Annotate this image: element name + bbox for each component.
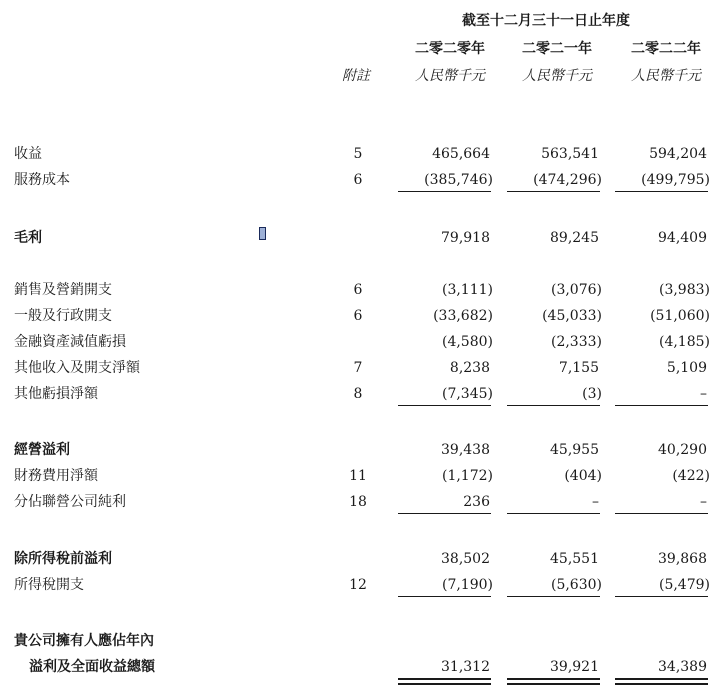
value-2021: 45,955	[550, 442, 599, 458]
value-2020: 79,918	[441, 230, 490, 246]
value-2021: (2,333)	[550, 334, 602, 350]
value-2022: (4,185)	[658, 334, 710, 350]
row-label: 銷售及營銷開支	[14, 282, 112, 298]
period-header: 截至十二月三十一日止年度	[462, 13, 630, 29]
total-double-rule	[615, 678, 708, 685]
value-2021: 39,921	[550, 659, 599, 675]
value-2021: –	[592, 494, 599, 510]
total-double-rule	[507, 678, 600, 685]
row-label: 除所得稅前溢利	[14, 551, 112, 567]
year-header-2022: 二零二二年	[631, 41, 701, 57]
value-2022: 34,389	[658, 659, 707, 675]
value-2022: –	[700, 386, 707, 402]
value-2022: (51,060)	[650, 308, 710, 324]
value-2022: (3,983)	[658, 282, 710, 298]
value-2020: (4,580)	[441, 334, 493, 350]
currency-header-2022: 人民幣千元	[631, 68, 701, 84]
row-label: 所得稅開支	[14, 577, 84, 593]
subtotal-rule	[398, 405, 491, 406]
value-2021: (3,076)	[550, 282, 602, 298]
currency-header-2020: 人民幣千元	[415, 68, 485, 84]
row-label: 毛利	[14, 230, 42, 246]
subtotal-rule	[398, 191, 491, 192]
value-2020: (3,111)	[441, 282, 493, 298]
value-2020: 8,238	[449, 360, 490, 376]
row-label: 收益	[14, 146, 42, 162]
value-2021: (3)	[582, 386, 602, 402]
value-2022: (422)	[672, 468, 710, 484]
row-note: 6	[353, 308, 363, 324]
value-2020: 39,438	[441, 442, 490, 458]
value-2022: 594,204	[649, 146, 707, 162]
value-2020: 465,664	[432, 146, 490, 162]
text-cursor-icon	[259, 227, 266, 240]
value-2021: 45,551	[550, 551, 599, 567]
row-note: 7	[353, 360, 363, 376]
row-label: 貴公司擁有人應佔年內	[14, 633, 154, 649]
row-label: 其他收入及開支淨額	[14, 360, 140, 376]
row-note: 6	[353, 282, 363, 298]
value-2020: (7,190)	[441, 577, 493, 593]
subtotal-rule	[615, 191, 708, 192]
value-2020: 38,502	[441, 551, 490, 567]
subtotal-rule	[615, 596, 708, 597]
subtotal-rule	[507, 596, 600, 597]
row-note: 12	[349, 577, 367, 593]
value-2022: –	[700, 494, 707, 510]
value-2022: (499,795)	[641, 172, 710, 188]
row-label: 經營溢利	[14, 442, 70, 458]
row-note: 6	[353, 172, 363, 188]
subtotal-rule	[615, 513, 708, 514]
value-2021: (474,296)	[533, 172, 602, 188]
row-note: 5	[353, 146, 363, 162]
currency-header-2021: 人民幣千元	[522, 68, 592, 84]
value-2021: 89,245	[550, 230, 599, 246]
year-header-2020: 二零二零年	[415, 41, 485, 57]
row-label: 一般及行政開支	[14, 308, 112, 324]
row-label: 財務費用淨額	[14, 468, 98, 484]
total-double-rule	[398, 678, 491, 685]
value-2020: (385,746)	[424, 172, 493, 188]
value-2021: (5,630)	[550, 577, 602, 593]
value-2021: 7,155	[558, 360, 599, 376]
subtotal-rule	[615, 405, 708, 406]
subtotal-rule	[507, 513, 600, 514]
subtotal-rule	[398, 596, 491, 597]
row-note: 18	[349, 494, 367, 510]
row-label: 其他虧損淨額	[14, 386, 98, 402]
year-header-2021: 二零二一年	[522, 41, 592, 57]
value-2020: (1,172)	[441, 468, 493, 484]
subtotal-rule	[507, 405, 600, 406]
value-2020: 236	[463, 494, 490, 510]
value-2022: (5,479)	[658, 577, 710, 593]
row-label: 金融資產減值虧損	[14, 334, 126, 350]
row-note: 8	[353, 386, 363, 402]
row-label: 分佔聯營公司純利	[14, 494, 126, 510]
value-2021: 563,541	[541, 146, 599, 162]
note-column-header: 附註	[342, 68, 370, 84]
subtotal-rule	[507, 191, 600, 192]
value-2022: 40,290	[658, 442, 707, 458]
value-2020: 31,312	[441, 659, 490, 675]
row-label: 服務成本	[14, 172, 70, 188]
value-2022: 5,109	[666, 360, 707, 376]
subtotal-rule	[398, 513, 491, 514]
value-2022: 39,868	[658, 551, 707, 567]
value-2020: (7,345)	[441, 386, 493, 402]
row-note: 11	[349, 468, 367, 484]
value-2021: (45,033)	[542, 308, 602, 324]
row-label: 溢利及全面收益總額	[29, 659, 155, 675]
value-2020: (33,682)	[433, 308, 493, 324]
value-2021: (404)	[564, 468, 602, 484]
value-2022: 94,409	[658, 230, 707, 246]
